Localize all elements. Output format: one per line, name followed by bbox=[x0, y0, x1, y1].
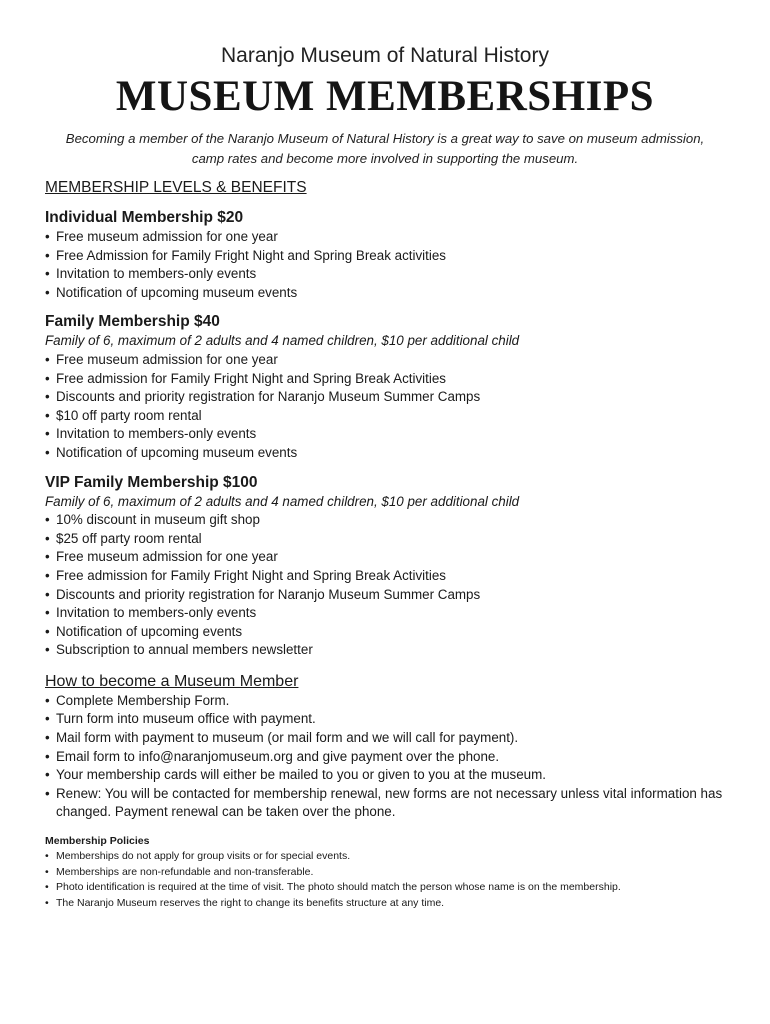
how-to-section bbox=[45, 672, 735, 822]
list-item: • Memberships are non-refundable and non-transferable. bbox=[45, 865, 735, 881]
list-item: • Free museum admission for one year bbox=[45, 548, 735, 567]
page-title: MUSEUM MEMBERSHIPS bbox=[115, 73, 655, 120]
list-item: • 10% discount in museum gift shop bbox=[45, 511, 735, 530]
museum-name: Naranjo Museum of Natural History bbox=[221, 44, 549, 67]
list-item: • $10 off party room rental bbox=[45, 407, 735, 426]
list-item: • Complete Membership Form. bbox=[45, 692, 735, 711]
list-item: • Photo identification is required at the time of visit. The photo should match the person whose name is on the membership. bbox=[45, 880, 735, 896]
list-item: • Notification of upcoming museum events bbox=[45, 444, 735, 463]
list-item: • Your membership cards will either be mailed to you or given to you at the museum. bbox=[45, 766, 735, 785]
intro-line: camp rates and become more involved in supporting the museum. bbox=[191, 151, 579, 166]
membership-level-individual bbox=[45, 208, 735, 302]
intro-line: Becoming a member of the Naranjo Museum of Natural History is a great way to save on museum admission, bbox=[65, 131, 705, 146]
policies-title: Membership Policies bbox=[45, 835, 150, 848]
level-note: Family of 6, maximum of 2 adults and 4 named children, $10 per additional child bbox=[45, 333, 520, 349]
level-title: Family Membership $40 bbox=[45, 313, 220, 331]
list-item: • Free admission for Family Fright Night and Spring Break Activities bbox=[45, 370, 735, 389]
list-item: • Invitation to members-only events bbox=[45, 604, 735, 623]
membership-level-family bbox=[45, 312, 735, 462]
list-item: • Free Admission for Family Fright Night and Spring Break activities bbox=[45, 247, 735, 266]
level-title: VIP Family Membership $100 bbox=[45, 473, 258, 491]
list-item: • Subscription to annual members newsletter bbox=[45, 641, 735, 660]
policies-section bbox=[45, 834, 735, 911]
list-item: • Invitation to members-only events bbox=[45, 265, 735, 284]
intro-text bbox=[40, 129, 730, 169]
list-item: • Free museum admission for one year bbox=[45, 351, 735, 370]
list-item: • Invitation to members-only events bbox=[45, 425, 735, 444]
level-note: Family of 6, maximum of 2 adults and 4 named children, $10 per additional child bbox=[45, 493, 520, 509]
list-item: • Email form to info@naranjomuseum.org and give payment over the phone. bbox=[45, 748, 735, 767]
list-item: • $25 off party room rental bbox=[45, 530, 735, 549]
list-item: • Turn form into museum office with payment. bbox=[45, 710, 735, 729]
level-title: Individual Membership $20 bbox=[45, 209, 244, 226]
benefit-list bbox=[45, 351, 735, 463]
list-item: • Notification of upcoming events bbox=[45, 623, 735, 642]
list-item: • Free museum admission for one year bbox=[45, 228, 735, 247]
benefit-list bbox=[45, 511, 735, 660]
list-item: • Renew: You will be contacted for membership renewal, new forms are not necessary unless vital information has changed. Payment renewal can be taken over the phone. bbox=[45, 785, 735, 822]
list-item: • Free admission for Family Fright Night and Spring Break Activities bbox=[45, 567, 735, 586]
list-item: • Discounts and priority registration for Naranjo Museum Summer Camps bbox=[45, 586, 735, 605]
list-item: • The Naranjo Museum reserves the right to change its benefits structure at any time. bbox=[45, 896, 735, 912]
list-item: • Discounts and priority registration for Naranjo Museum Summer Camps bbox=[45, 388, 735, 407]
list-item: • Memberships do not apply for group visits or for special events. bbox=[45, 849, 735, 865]
levels-heading: MEMBERSHIP LEVELS & BENEFITS bbox=[45, 179, 307, 196]
list-item: • Notification of upcoming museum events bbox=[45, 284, 735, 303]
benefit-list bbox=[45, 228, 735, 302]
policies-list bbox=[45, 849, 735, 911]
main-content bbox=[45, 178, 735, 911]
list-item: • Mail form with payment to museum (or mail form and we will call for payment). bbox=[45, 729, 735, 748]
membership-level-vip bbox=[45, 473, 735, 660]
steps-list bbox=[45, 692, 735, 822]
how-to-heading: How to become a Museum Member bbox=[45, 672, 299, 690]
